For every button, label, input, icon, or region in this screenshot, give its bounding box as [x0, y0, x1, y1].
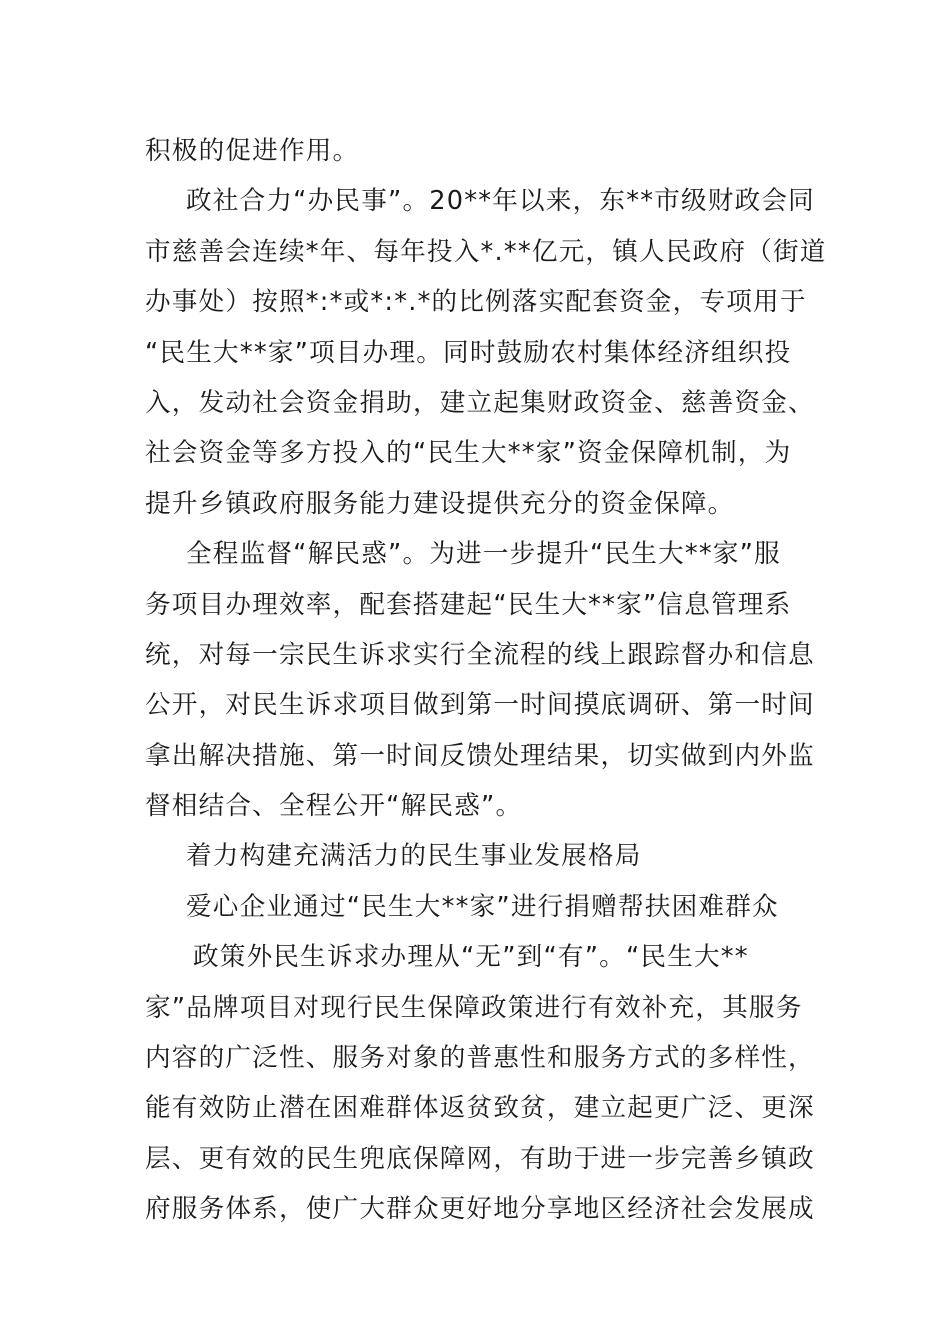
text-line: “民生大**家”项目办理。同时鼓励农村集体经济组织投 — [145, 337, 792, 368]
text-line: 市慈善会连续*年、每年投入*.**亿元，镇人民政府（街道 — [145, 236, 827, 267]
text-line: 务项目办理效率，配套搭建起“民生大**家”信息管理系 — [145, 589, 792, 620]
text-line: 社会资金等多方投入的“民生大**家”资金保障机制，为 — [145, 438, 792, 469]
section-heading: 着力构建充满活力的民生事业发展格局 — [186, 841, 642, 872]
text-line: 家”品牌项目对现行民生保障政策进行有效补充，其服务 — [145, 992, 803, 1023]
text-line: 入，发动社会资金捐助，建立起集财政资金、慈善资金、 — [145, 387, 815, 418]
paragraph-heading-line: 政策外民生诉求办理从“无”到“有”。“民生大** — [193, 942, 749, 973]
text-line: 统，对每一宗民生诉求实行全流程的线上跟踪督办和信息 — [145, 639, 815, 670]
text-line: 提升乡镇政府服务能力建设提供充分的资金保障。 — [145, 488, 735, 519]
text-line: 能有效防止潜在困难群体返贫致贫，建立起更广泛、更深 — [145, 1093, 815, 1124]
paragraph-heading-line: 全程监督“解民惑”。为进一步提升“民生大**家”服 — [186, 539, 781, 570]
text-line: 积极的促进作用。 — [145, 136, 360, 166]
text-line: 督相结合、全程公开“解民惑”。 — [145, 791, 523, 822]
text-line: 府服务体系，使广大群众更好地分享地区经济社会发展成 — [145, 1194, 815, 1225]
text-line: 公开，对民生诉求项目做到第一时间摸底调研、第一时间 — [145, 690, 815, 721]
image-caption: 爱心企业通过“民生大**家”进行捐赠帮扶困难群众 — [186, 891, 779, 922]
text-line: 层、更有效的民生兜底保障网，有助于进一步完善乡镇政 — [145, 1143, 815, 1174]
text-line: 办事处）按照*:*或*:*.*的比例落实配套资金，专项用于 — [145, 287, 807, 318]
text-line: 拿出解决措施、第一时间反馈处理结果，切实做到内外监 — [145, 740, 815, 771]
text-line: 内容的广泛性、服务对象的普惠性和服务方式的多样性， — [145, 1043, 815, 1074]
document-body — [145, 126, 827, 1235]
paragraph-heading-line: 政社合力“办民事”。20**年以来，东**市级财政会同 — [186, 186, 815, 217]
